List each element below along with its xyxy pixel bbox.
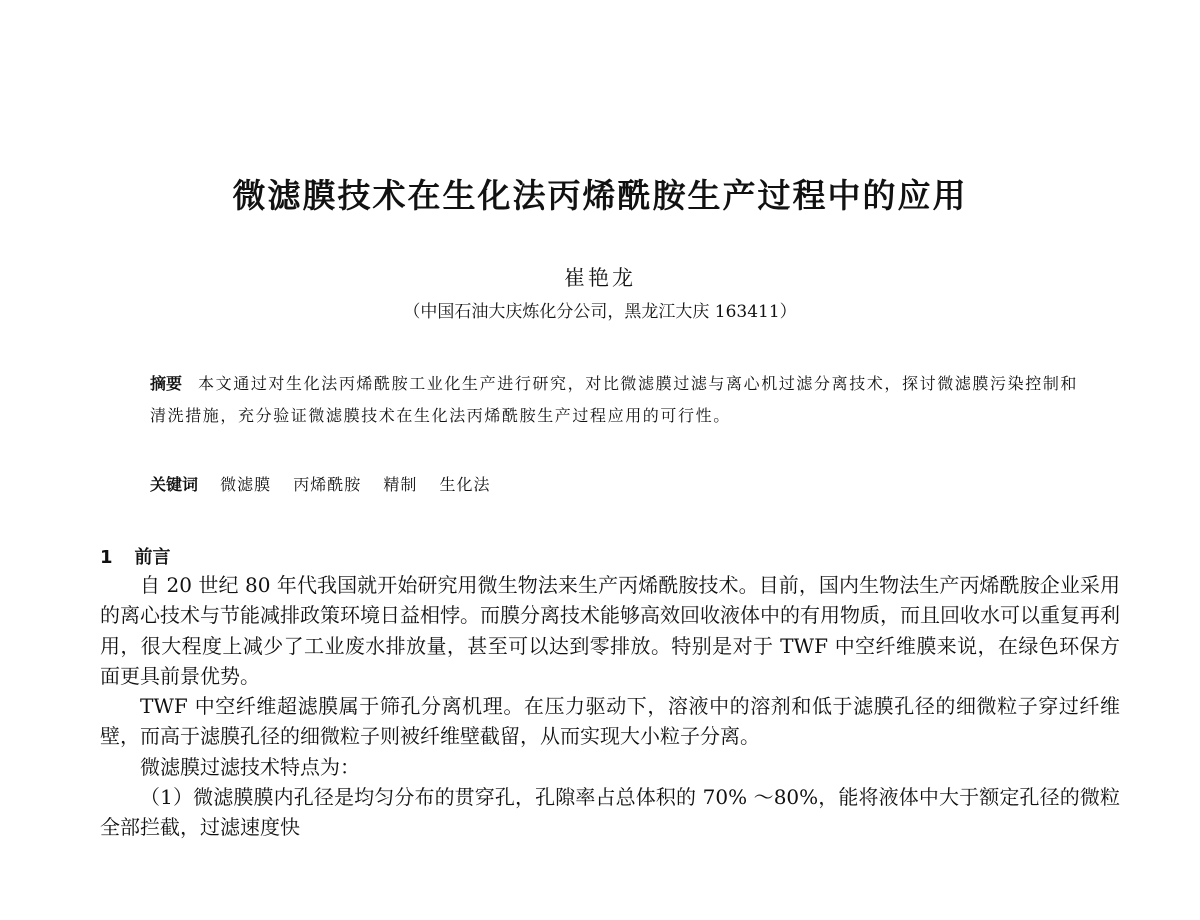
keyword-item: 生化法	[439, 475, 491, 494]
author-name: 崔艳龙	[564, 266, 636, 290]
abstract	[150, 368, 1090, 432]
keyword-item: 精制	[383, 475, 418, 494]
keyword-item: 丙烯酰胺	[293, 475, 362, 494]
section-number: 1	[100, 547, 113, 568]
paper-title: 微滤膜技术在生化法丙烯酰胺生产过程中的应用	[232, 176, 968, 215]
keywords	[150, 472, 1090, 495]
abstract-text: 本文通过对生化法丙烯酰胺工业化生产进行研究，对比微滤膜过滤与离心机过滤分离技术，探讨微滤膜污染控制和清洗措施，充分验证微滤膜技术在生化法丙烯酰胺生产过程应用的可行性。	[150, 374, 1079, 425]
body-paragraph: 自 20 世纪 80 年代我国就开始研究用微生物法来生产丙烯酰胺技术。目前，国内生物法生产丙烯酰胺企业采用的离心技术与节能减排政策环境日益相悖。而膜分离技术能够高效回收液体中的有用物质，而且回收水可以重复再利用，很大程度上减少了工业废水排放量，甚至可以达到零排放。特别是对于 TWF 中空纤维膜来说，在绿色环保方面更具前景优势。	[100, 573, 1120, 688]
body-paragraph: TWF 中空纤维超滤膜属于筛孔分离机理。在压力驱动下，溶液中的溶剂和低于滤膜孔径的细微粒子穿过纤维壁，而高于滤膜孔径的细微粒子则被纤维壁截留，从而实现大小粒子分离。	[100, 694, 1120, 749]
keyword-item: 微滤膜	[220, 475, 272, 494]
body-paragraph: （1）微滤膜膜内孔径是均匀分布的贯穿孔，孔隙率占总体积的 70% ～80%，能将液体中大于额定孔径的微粒全部拦截，过滤速度快	[100, 785, 1120, 840]
abstract-label: 摘要	[150, 374, 183, 393]
body-paragraph: 微滤膜过滤技术特点为：	[140, 754, 360, 779]
section-title: 前言	[134, 547, 171, 568]
section-heading	[100, 543, 171, 569]
keywords-label: 关键词	[150, 475, 199, 494]
author-affiliation: （中国石油大庆炼化分公司，黑龙江大庆 163411）	[403, 302, 797, 322]
section-body	[100, 570, 1120, 843]
